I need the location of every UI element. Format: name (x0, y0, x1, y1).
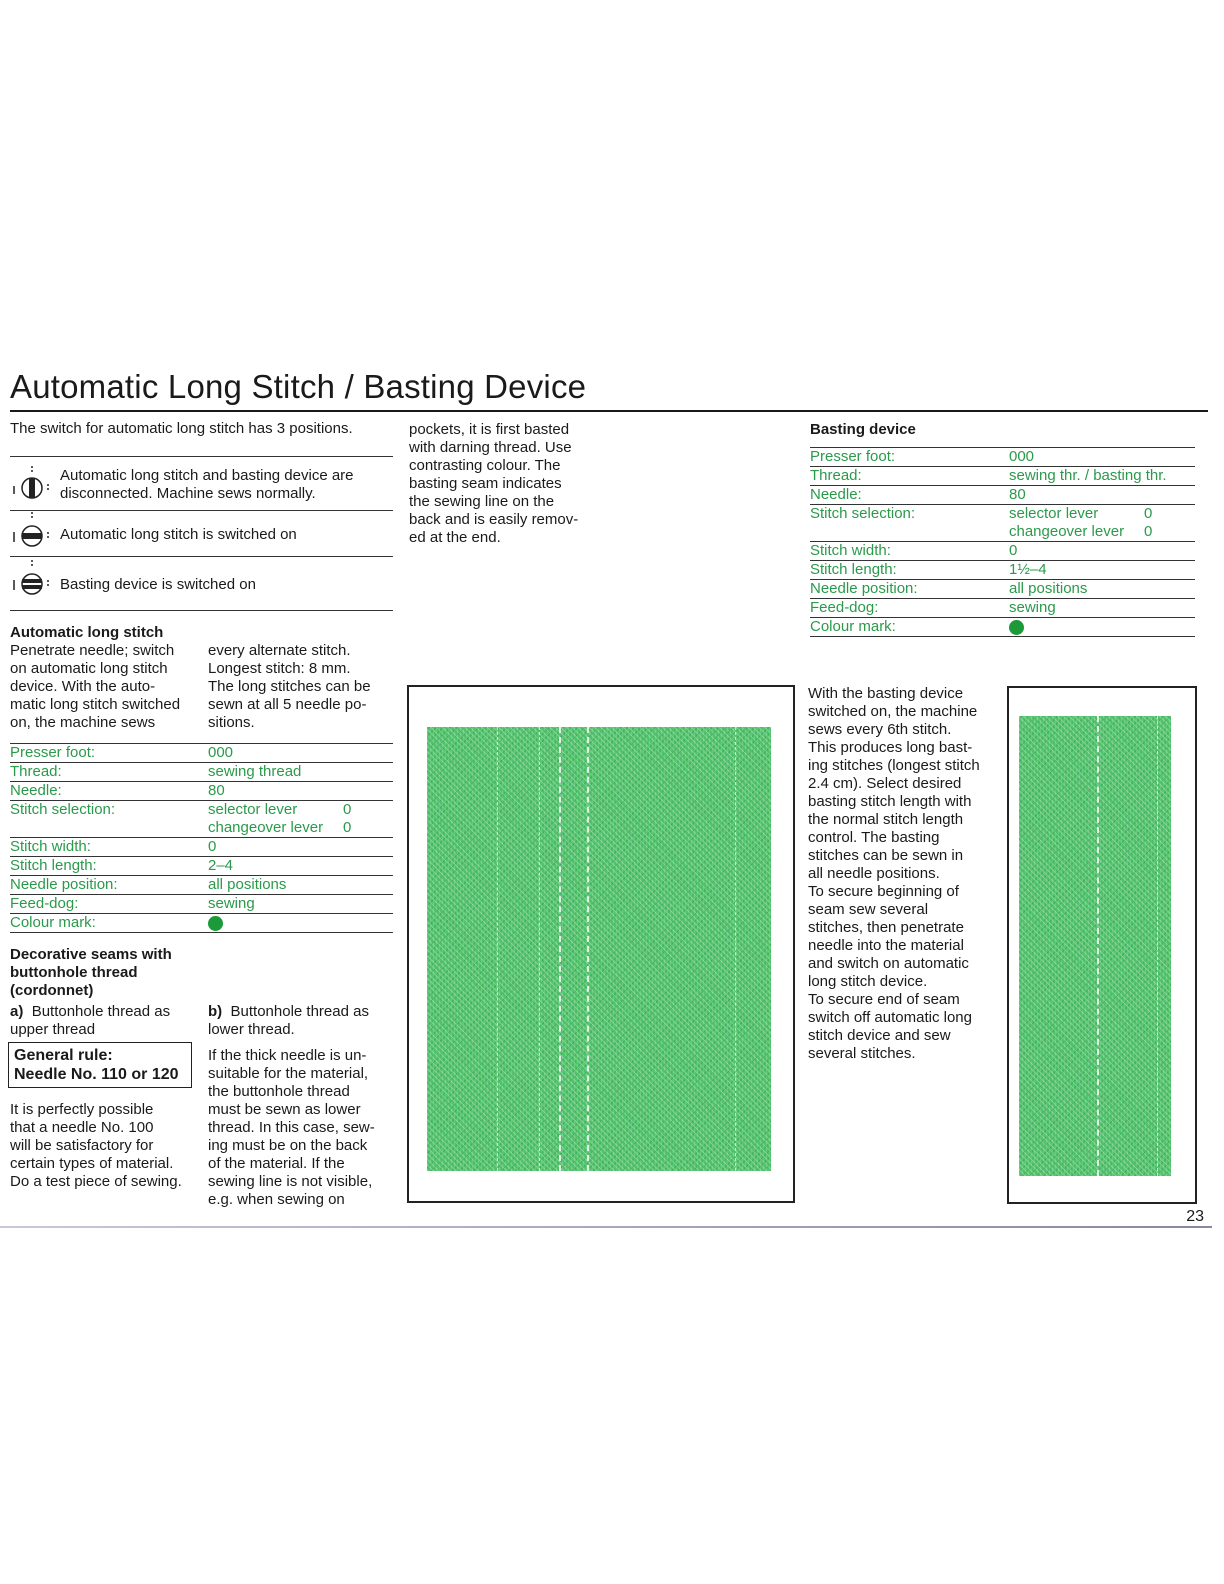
divider (10, 510, 393, 511)
page-title: Automatic Long Stitch / Basting Device (10, 368, 587, 405)
divider (10, 556, 393, 557)
basting-sample-frame (1007, 686, 1197, 1204)
basting-text: With the basting device switched on, the machine sews every 6th stitch. This produces long bast- ing stitches (longest stitch 2.4 cm). Select desired basting stitch length with the normal stitch length control. The basting stitches can be sewn in all needle positions. To secure beginning of seam sew several stitches, then penetrate needle into the material and switch on automatic long stitch device. To secure end of seam switch off automatic long stitch device and sew several stitches. (808, 685, 980, 1062)
table-row: Stitch length: 1½–4 (810, 561, 1195, 580)
intro-text: The switch for automatic long stitch has 3 positions. (10, 420, 353, 437)
long-stitch-spec-table (10, 743, 393, 933)
basting-spec-table (810, 447, 1195, 637)
basting-heading: Basting device (810, 421, 916, 438)
option-a: a) Buttonhole thread as upper thread (10, 1003, 171, 1038)
table-row: Thread: sewing thread (10, 763, 393, 782)
table-row: Colour mark: (10, 914, 393, 933)
colour-mark-dot (1009, 620, 1024, 635)
table-row: Stitch length: 2–4 (10, 857, 393, 876)
table-row: Feed-dog: sewing (810, 599, 1195, 618)
decorative-heading: Decorative seams with buttonhole thread (cordonnet) (10, 946, 172, 999)
long-stitch-heading: Automatic long stitch (10, 624, 164, 641)
colour-mark-dot (208, 916, 223, 931)
switch-basting-icon (10, 558, 50, 598)
long-stitch-text-right: every alternate stitch. Longest stitch: 8 mm. The long stitches can be sewn at all 5 needle po- sitions. (208, 642, 371, 731)
decorative-text-left: It is perfectly possible that a needle No. 100 will be satisfactory for certain types of material. Do a test piece of sewing. (10, 1101, 182, 1190)
table-row: Needle position: all positions (10, 876, 393, 895)
general-rule-box: General rule: Needle No. 110 or 120 (8, 1042, 192, 1088)
switch-neutral-icon (10, 464, 50, 504)
table-row: Stitch selection: selector lever 0 changeover lever 0 (10, 801, 393, 838)
table-row: Needle: 80 (10, 782, 393, 801)
page-number: 23 (1186, 1208, 1204, 1225)
switch-long-stitch-icon (10, 510, 50, 550)
divider (10, 610, 393, 611)
table-row: Presser foot: 000 (10, 744, 393, 763)
position-1-line-1: Automatic long stitch and basting device are (60, 467, 354, 484)
table-row: Stitch selection: selector lever 0 changeover lever 0 (810, 505, 1195, 542)
table-row: Colour mark: (810, 618, 1195, 637)
table-row: Thread: sewing thr. / basting thr. (810, 467, 1195, 486)
fabric-sample-basting (1019, 716, 1171, 1176)
fabric-sample-long-stitch (427, 727, 771, 1171)
long-stitch-sample-frame (407, 685, 795, 1203)
table-row: Needle: 80 (810, 486, 1195, 505)
continued-text: pockets, it is first basted with darning thread. Use contrasting colour. The basting seam indicates the sewing line on the back and is easily remov- ed at the end. (409, 421, 579, 546)
position-1-line-2: disconnected. Machine sews normally. (60, 485, 316, 502)
title-rule (10, 410, 1208, 412)
table-row: Presser foot: 000 (810, 448, 1195, 467)
table-row: Stitch width: 0 (810, 542, 1195, 561)
bottom-rule (0, 1226, 1212, 1228)
long-stitch-text-left: Penetrate needle; switch on automatic long stitch device. With the auto- matic long stitch switched on, the machine sews (10, 642, 181, 731)
divider (10, 456, 393, 457)
table-row: Needle position: all positions (810, 580, 1195, 599)
option-b: b) Buttonhole thread as lower thread. (208, 1003, 369, 1038)
table-row: Stitch width: 0 (10, 838, 393, 857)
position-3-text: Basting device is switched on (60, 576, 256, 593)
table-row: Feed-dog: sewing (10, 895, 393, 914)
position-2-text: Automatic long stitch is switched on (60, 526, 297, 543)
decorative-text-right: If the thick needle is un- suitable for the material, the buttonhole thread must be sewn as lower thread. In this case, sew- ing must be on the back of the material. If the sewing line is not visible, e.g. when sewing on (208, 1047, 375, 1208)
